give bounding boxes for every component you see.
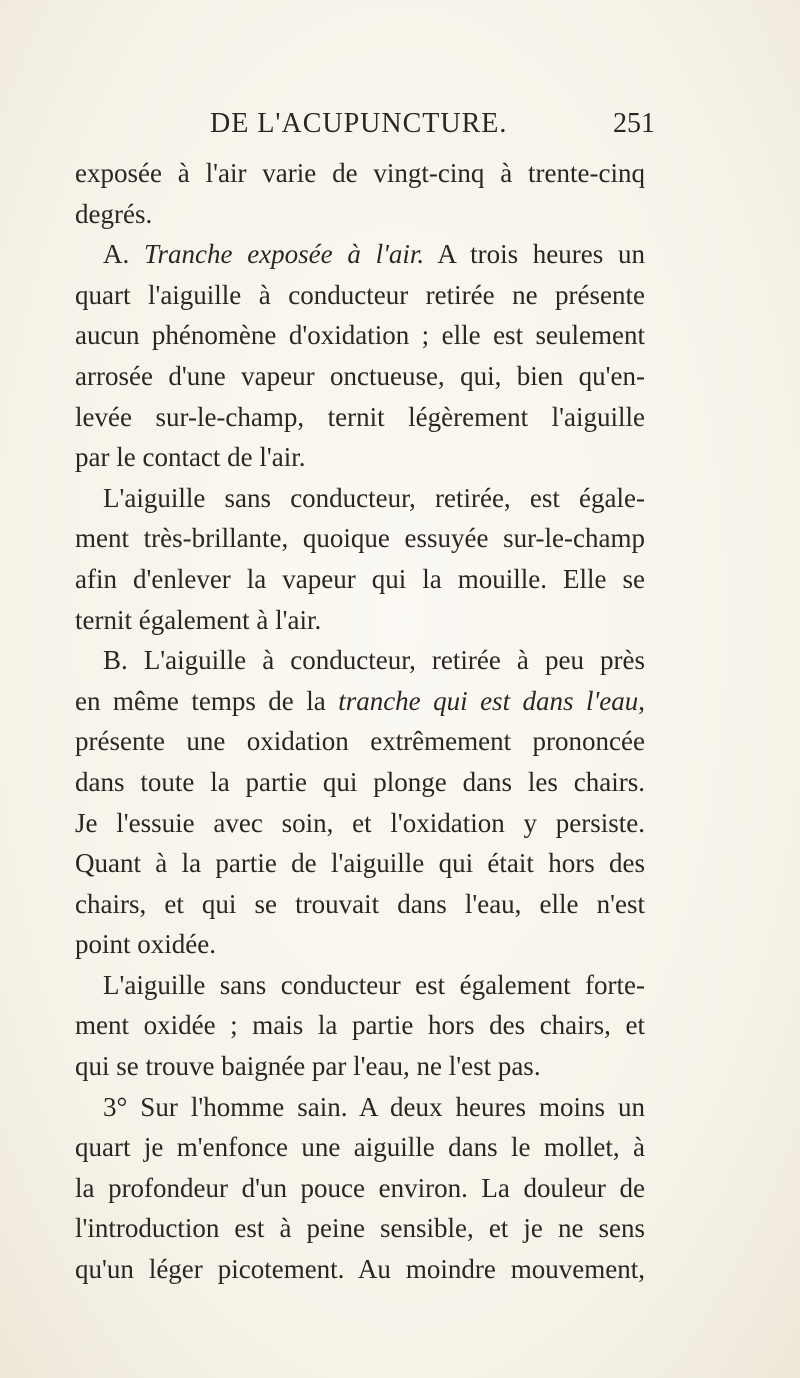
section-label: A. [103, 239, 144, 270]
italic-phrase: tranche qui est dans l'eau [338, 685, 639, 716]
text-line: levée sur-le-champ, ternit légèrement l'aiguille [75, 401, 645, 432]
text-line: degrés. [75, 198, 153, 229]
text-line: B. L'aiguille à conducteur, retirée à peu près [103, 645, 645, 676]
text-run: en même temps de la [75, 685, 339, 716]
text-line: qui se trouve baignée par l'eau, ne l'est pas. [75, 1051, 541, 1082]
text-line: dans toute la partie qui plonge dans les chairs. [75, 766, 645, 797]
text-line [75, 681, 645, 722]
text-line: qu'un léger picotement. Au moindre mouvement, [75, 1254, 645, 1285]
text-run: A trois heures un [424, 239, 645, 270]
italic-heading: Tranche exposée à l'air. [143, 239, 425, 270]
page-header [210, 108, 655, 144]
text-line: quart je m'enfonce une aiguille dans le mollet, à [75, 1132, 645, 1163]
text-line [75, 234, 645, 275]
text-line: exposée à l'air varie de vingt-cinq à trente-cinq [75, 158, 645, 188]
text-line: Je l'essuie avec soin, et l'oxidation y persiste. [75, 807, 645, 838]
text-line: l'introduction est à peine sensible, et je ne sens [75, 1213, 645, 1244]
text-line: Quant à la partie de l'aiguille qui était hors des [75, 848, 645, 879]
running-head: DE L'ACUPUNCTURE. [210, 108, 508, 139]
text-line: aucun phénomène d'oxidation ; elle est seulement [75, 320, 645, 351]
text-line: ment très-brillante, quoique essuyée sur-le-champ [75, 523, 645, 554]
text-line: chairs, et qui se trouvait dans l'eau, elle n'est [75, 888, 645, 919]
text-line: L'aiguille sans conducteur est également forte- [103, 969, 645, 1000]
text-line: présente une oxidation extrêmement prononcée [75, 726, 645, 757]
text-line: par le contact de l'air. [75, 442, 306, 473]
page-number: 251 [613, 108, 655, 139]
text-line: la profondeur d'un pouce environ. La douleur de [75, 1172, 645, 1203]
text-line: afin d'enlever la vapeur qui la mouille. Elle se [75, 563, 645, 594]
text-run: , [638, 685, 645, 716]
text-line: point oxidée. [75, 929, 216, 960]
text-line: ment oxidée ; mais la partie hors des chairs, et [75, 1010, 645, 1041]
text-line: quart l'aiguille à conducteur retirée ne présente [75, 279, 645, 310]
text-line: arrosée d'une vapeur onctueuse, qui, bien qu'en- [75, 360, 645, 391]
text-line: ternit également à l'air. [75, 604, 322, 635]
body-text [75, 153, 645, 1290]
text-line: 3° Sur l'homme sain. A deux heures moins un [103, 1091, 645, 1122]
text-line: L'aiguille sans conducteur, retirée, est égale- [103, 482, 645, 513]
